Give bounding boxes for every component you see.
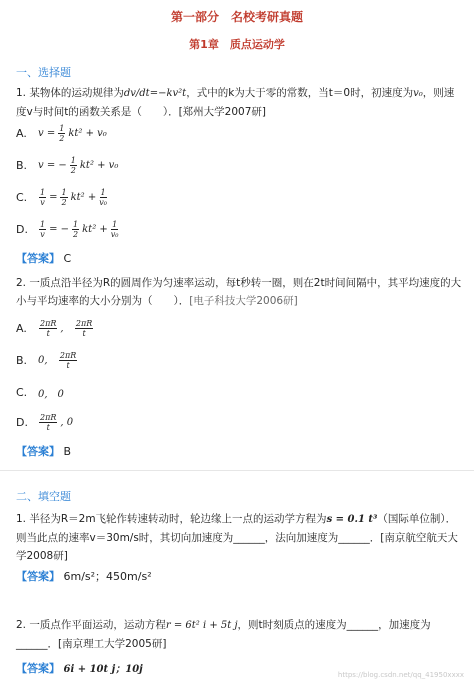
frac-num: 1 xyxy=(40,219,46,229)
frac-den: t xyxy=(66,360,70,370)
option-pre: v = − xyxy=(38,159,67,171)
q2-option-c xyxy=(16,380,64,404)
frac-den: t xyxy=(46,422,50,432)
option-letter: B. xyxy=(16,158,28,172)
frac-num: 1 xyxy=(100,187,106,197)
frac-den: v xyxy=(40,197,45,207)
q1-v0: v₀ xyxy=(413,88,423,99)
q2-option-a xyxy=(16,316,94,340)
q3-text-a: 1. 半径为R＝2m飞轮作转速转动时，轮边缘上一点的运动学方程为 xyxy=(16,513,327,525)
q2-text: 2. 一质点沿半径为R的圆周作为匀速率运动，每t秒转一圈，则在2t时间间隔中，其平均速度的大小与平均速率的大小分别为（ ）． xyxy=(16,277,462,307)
frac-num: 1 xyxy=(73,219,79,229)
frac-den: 2 xyxy=(61,197,67,207)
q4-stem xyxy=(16,616,462,653)
option-post: kt² + v₀ xyxy=(79,159,119,171)
option-mid: kt² + xyxy=(70,191,97,203)
part-title: 第一部分 名校考研真题 xyxy=(170,10,303,24)
q1-text-b: ，式中的k为大于零的常数，当t＝0时，初速度为 xyxy=(186,87,414,99)
option-letter: B. xyxy=(16,353,28,367)
q3-text-b: （国际单位制）．则当此点的速率v＝30m/s时，其切向加速度为______，法向加速度为______．[南京航空航天大学2008研] xyxy=(16,513,458,562)
frac-den: 2 xyxy=(70,165,76,175)
q1-option-d xyxy=(16,217,120,241)
section-fill-title: 二、填空题 xyxy=(16,490,71,503)
q2-option-b xyxy=(16,348,78,372)
q1-text-a: 1. 某物体的运动规律为 xyxy=(16,87,124,99)
option-letter: C. xyxy=(16,190,28,204)
answer-value: B xyxy=(63,445,72,458)
frac-num: 2πR xyxy=(59,350,77,360)
q4-text-a: 2. 一质点作平面运动，运动方程 xyxy=(16,619,166,631)
frac-num: 2πR xyxy=(75,318,93,328)
q3-stem xyxy=(16,510,462,565)
q4-answer xyxy=(16,660,143,676)
option-mid: kt² + xyxy=(82,223,108,235)
option-content: 0, 0 xyxy=(38,388,64,400)
q2-stem xyxy=(16,274,462,310)
option-post: kt² + v₀ xyxy=(68,127,107,139)
option-letter: A. xyxy=(16,321,27,335)
frac-den: 2 xyxy=(59,133,65,143)
chapter-title: 第1章 质点运动学 xyxy=(189,38,285,51)
q1-option-a xyxy=(16,121,107,145)
q1-stem xyxy=(16,84,462,121)
answer-value: 6m/s²；450m/s² xyxy=(63,570,152,583)
frac-num: 1 xyxy=(70,155,76,165)
option-post: = xyxy=(49,191,58,203)
option-lead: 0, xyxy=(38,354,48,366)
frac-den: v₀ xyxy=(110,229,119,239)
q2-option-d xyxy=(16,410,73,434)
frac-num: 1 xyxy=(59,123,65,133)
q1-option-b xyxy=(16,153,118,177)
section-choice-title: 一、选择题 xyxy=(16,66,71,79)
option-letter: C. xyxy=(16,385,28,399)
frac-den: t xyxy=(82,328,86,338)
option-post: = − xyxy=(49,223,70,235)
q4-text-b: ，则t时刻质点的速度为______，加速度为______．[南京理工大学2005研] xyxy=(16,619,431,650)
frac-num: 1 xyxy=(61,187,67,197)
q3-formula: s = 0.1 t³ xyxy=(326,514,378,525)
frac-den: v xyxy=(40,229,45,239)
watermark: https://blog.csdn.net/qq_41950xxxx xyxy=(337,671,464,679)
option-tail: , 0 xyxy=(60,416,74,428)
q1-formula: dv/dt=−kv²t xyxy=(123,88,187,99)
frac-den: t xyxy=(46,328,50,338)
section-divider xyxy=(0,470,474,471)
option-letter: A. xyxy=(16,126,27,140)
answer-value: 6i + 10t j；10j xyxy=(63,664,143,675)
answer-value: C xyxy=(63,252,72,265)
frac-den: v₀ xyxy=(99,197,107,207)
q2-ref: [电子科技大学2006研] xyxy=(189,295,298,307)
q1-answer xyxy=(16,250,71,266)
frac-num: 1 xyxy=(112,219,118,229)
answer-tag: 【答案】 xyxy=(16,445,60,458)
answer-tag: 【答案】 xyxy=(16,662,60,675)
q1-option-c xyxy=(16,185,108,209)
option-letter: D. xyxy=(16,222,28,236)
q1-text-c: ，则速度v与时间t的函数关系是（ ）．[郑州大学2007研] xyxy=(16,87,455,118)
option-pre: v = xyxy=(38,127,56,139)
option-sep: , xyxy=(60,322,64,334)
frac-den: 2 xyxy=(73,229,79,239)
option-letter: D. xyxy=(16,415,28,429)
frac-num: 1 xyxy=(40,187,46,197)
q4-formula: r = 6t² i + 5t j xyxy=(165,620,238,631)
q3-answer xyxy=(16,568,152,584)
frac-num: 2πR xyxy=(40,318,57,328)
frac-num: 2πR xyxy=(40,412,57,422)
answer-tag: 【答案】 xyxy=(16,570,60,583)
answer-tag: 【答案】 xyxy=(16,252,60,265)
q2-answer xyxy=(16,443,71,459)
